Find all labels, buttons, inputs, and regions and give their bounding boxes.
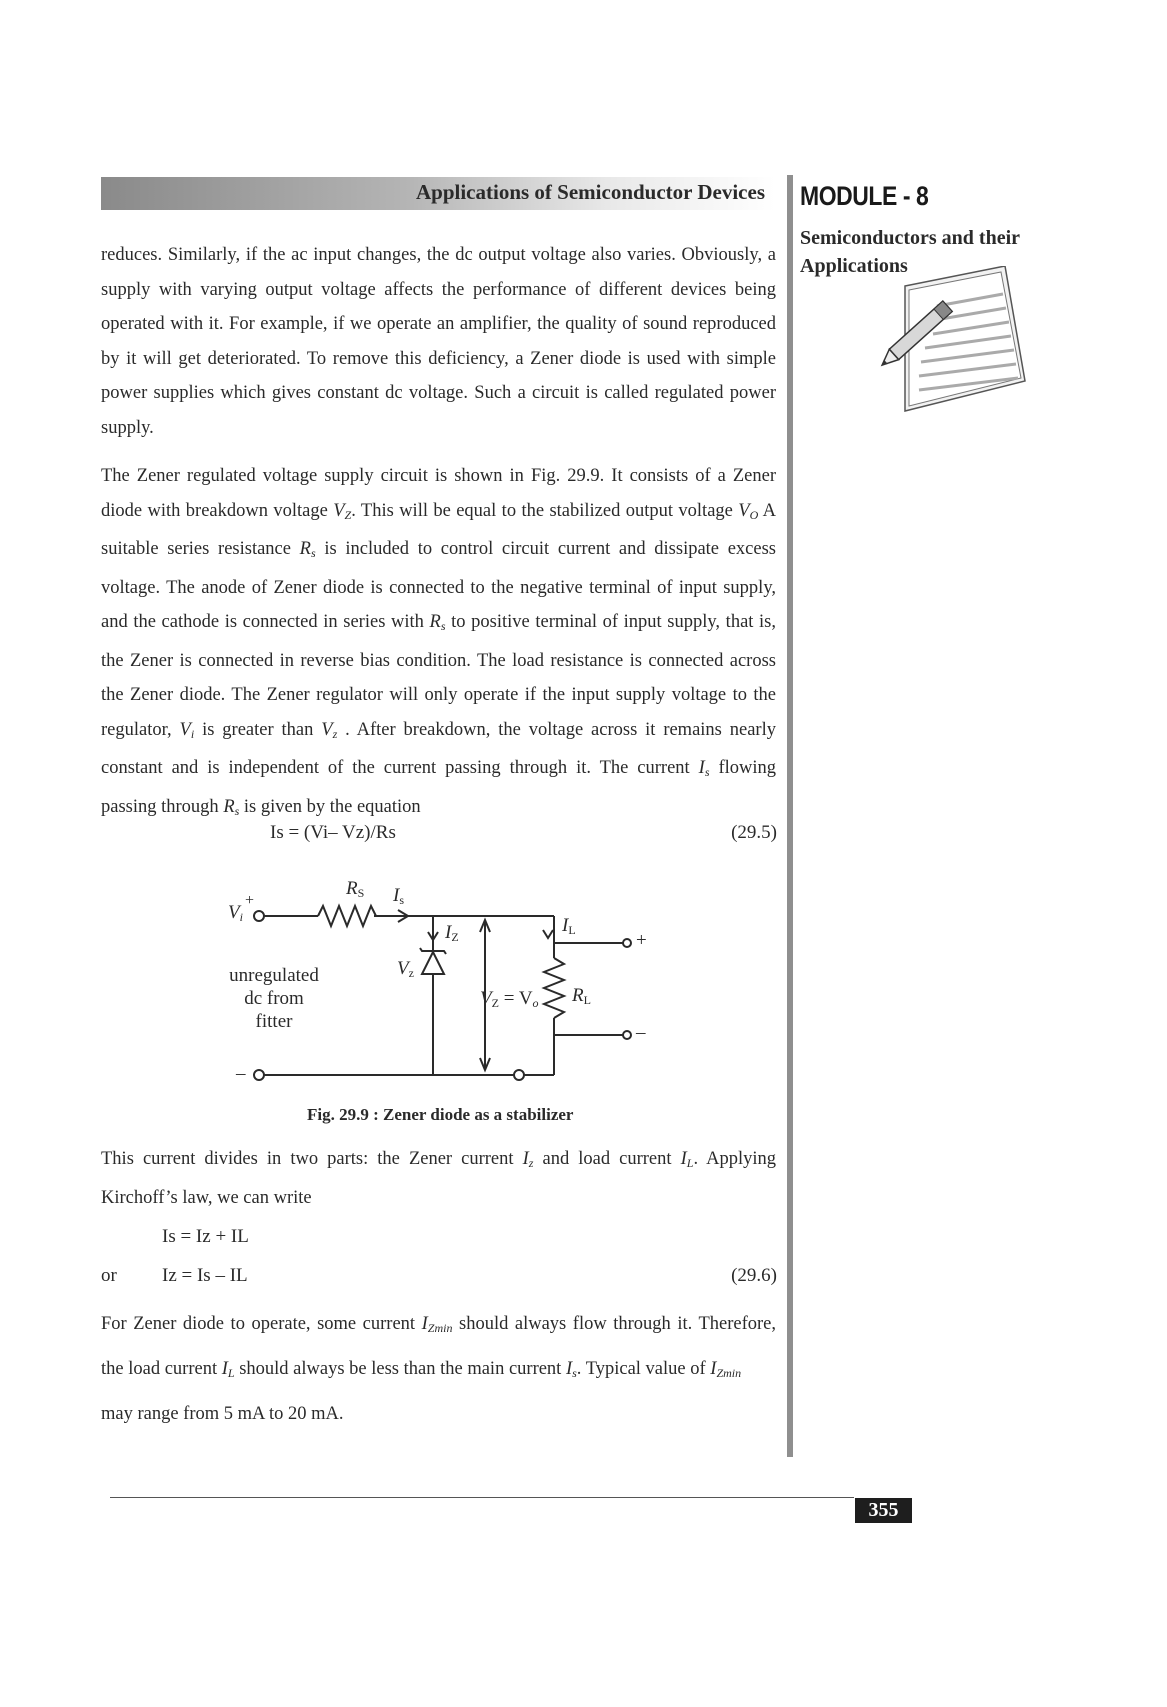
label-minus-input: –	[236, 1063, 246, 1084]
p2-text-g: . After breakdown, the voltage across it remains nearly constant and is independent of the current passing through it. The current	[101, 719, 776, 778]
label-vzvo-sub: Z	[491, 996, 499, 1010]
label-vz-sub: z	[408, 966, 414, 980]
header-title: Applications of Semiconductor Devices	[415, 180, 765, 204]
label-plus-input: +	[245, 892, 255, 909]
equation-number-29-5: (29.5)	[731, 822, 777, 843]
label-vzvo-main: V	[480, 988, 492, 1009]
label-il-sub: L	[568, 923, 576, 937]
paragraph-2: The Zener regulated voltage supply circuit is shown in Fig. 29.9. It consists of a Zener diode with breakdown voltage $V_Z$. This will be equal to the stabilized output voltage $V_O$ A suitable series resistance $R_s$ is included to control circuit current and dissipate excess voltage. The anode of Zener diode is connected to the negative terminal of input supply, and the cathode is connected in series with $R_s$ to positive terminal of input supply, that is, the Zener is connected in reverse bias condition. The load resistance is connected across the Zener diode. The Zener regulator will only operate if the input supply voltage to the regulator, $V_i$ is greater than $V_z$ . After breakdown, the voltage across it remains nearly constant and is independent of the current passing through it. The current $I_s$ flowing passing through $R_s$ is given by the equation	[101, 466, 776, 818]
label-rl-main: R	[572, 985, 584, 1006]
label-is-sub: s	[399, 893, 404, 907]
paragraph-1: reduces. Similarly, if the ac input changes, the dc output voltage also varies. Obviously, a supply with varying output voltage affects the performance of different devices being operated with it. For example, if we operate an amplifier, the quality of sound reproduced by it will get deteriorated. To remove this deficiency, a Zener diode is used with simple power supplies which gives constant dc voltage. Such a circuit is called regulated power supply.	[101, 245, 776, 438]
label-vz-main: V	[397, 958, 409, 979]
label-rs-sub: S	[357, 886, 365, 900]
label-minus-output: –	[636, 1022, 646, 1043]
label-vzvo-eq: = V	[498, 988, 533, 1009]
paragraph-3: This current divides in two parts: the Zener current $I_z$ and load current $I_L$. Applying Kirchoff’s law, we can write	[101, 1149, 777, 1208]
p4-text-d: . Typical value of	[576, 1359, 711, 1379]
label-iz-main: I	[445, 922, 452, 943]
p2-text-e: to positive terminal of input supply, that is, the Zener is connected in reverse bias condition. The load resistance is connected across the Zener diode. The Zener regulator will only operate if the input supply voltage to the regulator,	[101, 612, 776, 740]
label-plus-output: +	[636, 930, 647, 951]
module-label: MODULE - 8	[800, 181, 929, 211]
equation-29-6: Iz = Is – IL	[162, 1265, 248, 1286]
source-label-line1: unregulated	[229, 965, 319, 986]
label-vi-main: V	[228, 902, 240, 923]
footer-rule	[110, 1497, 854, 1498]
label-rs	[346, 878, 364, 901]
p2-text-f: is greater than	[194, 719, 322, 740]
p2-text-c: A suitable series resistance	[101, 500, 776, 559]
equation-29-5: Is = (Vi– Vz)/Rs	[270, 822, 396, 843]
p2-text-b: . This will be equal to the stabilized output voltage	[351, 500, 739, 521]
label-rs-main: R	[346, 878, 358, 899]
p2-text-a: The Zener regulated voltage supply circuit is shown in Fig. 29.9. It consists of a Zener diode with breakdown voltage	[101, 466, 776, 521]
label-vz-equals-vo	[480, 988, 539, 1011]
circuit-source-label	[222, 964, 326, 1033]
equation-number-29-6: (29.6)	[731, 1265, 777, 1286]
source-label-line2: dc from	[244, 988, 304, 1009]
p2-text-h: flowing passing through	[101, 758, 776, 817]
source-label-line3: fitter	[255, 1011, 293, 1032]
label-iz	[445, 922, 459, 945]
label-vzvo-sub2: o	[532, 996, 539, 1010]
label-il-main: I	[562, 915, 569, 936]
margin-rule	[787, 175, 793, 1457]
label-is-main: I	[393, 885, 400, 906]
figure-caption: Fig. 29.9 : Zener diode as a stabilizer	[307, 1105, 574, 1124]
equation-kirchhoff: Is = Iz + IL	[162, 1226, 249, 1247]
p4-text-a: For Zener diode to operate, some current	[101, 1314, 422, 1334]
label-rl-sub: L	[583, 993, 591, 1007]
or-word: or	[101, 1265, 117, 1286]
paragraph-4: For Zener diode to operate, some current $I_{Zmin}$ should always flow through it. Therefore, the load current $I_L$ should always be less than the main current $I_s$. Typical value of $I_{Zmin}$ may range from 5 mA to 20 mA.	[101, 1314, 776, 1424]
page-number: 355	[855, 1498, 912, 1523]
notes-pencil-icon	[875, 266, 1030, 421]
label-vz	[397, 958, 414, 981]
module-subtitle-line1: Semiconductors and their	[800, 227, 1020, 249]
label-vi	[228, 902, 243, 925]
label-il	[562, 915, 576, 938]
p3-text-c: . Applying Kirchoff’s law, we can write	[101, 1149, 777, 1208]
header-bar	[101, 177, 775, 210]
module-subtitle-line2: Applications	[800, 255, 908, 277]
label-is	[393, 885, 404, 908]
p2-text-d: is included to control circuit current and dissipate excess voltage. The anode of Zener diode is connected to the negative terminal of input supply, and the cathode is connected in series with	[101, 539, 776, 632]
p3-text-b: and load current	[533, 1149, 681, 1169]
label-rl	[572, 985, 591, 1008]
p4-text-c: should always be less than the main current	[234, 1359, 566, 1379]
p4-text-e: may range from 5 mA to 20 mA.	[101, 1404, 344, 1424]
label-vi-sub: i	[239, 910, 243, 924]
p2-text-i: is given by the equation	[239, 796, 421, 817]
label-iz-sub: Z	[451, 930, 459, 944]
p4-text-b: should always flow through it. Therefore, the load current	[101, 1314, 776, 1379]
p3-text-a: This current divides in two parts: the Zener current	[101, 1149, 523, 1169]
